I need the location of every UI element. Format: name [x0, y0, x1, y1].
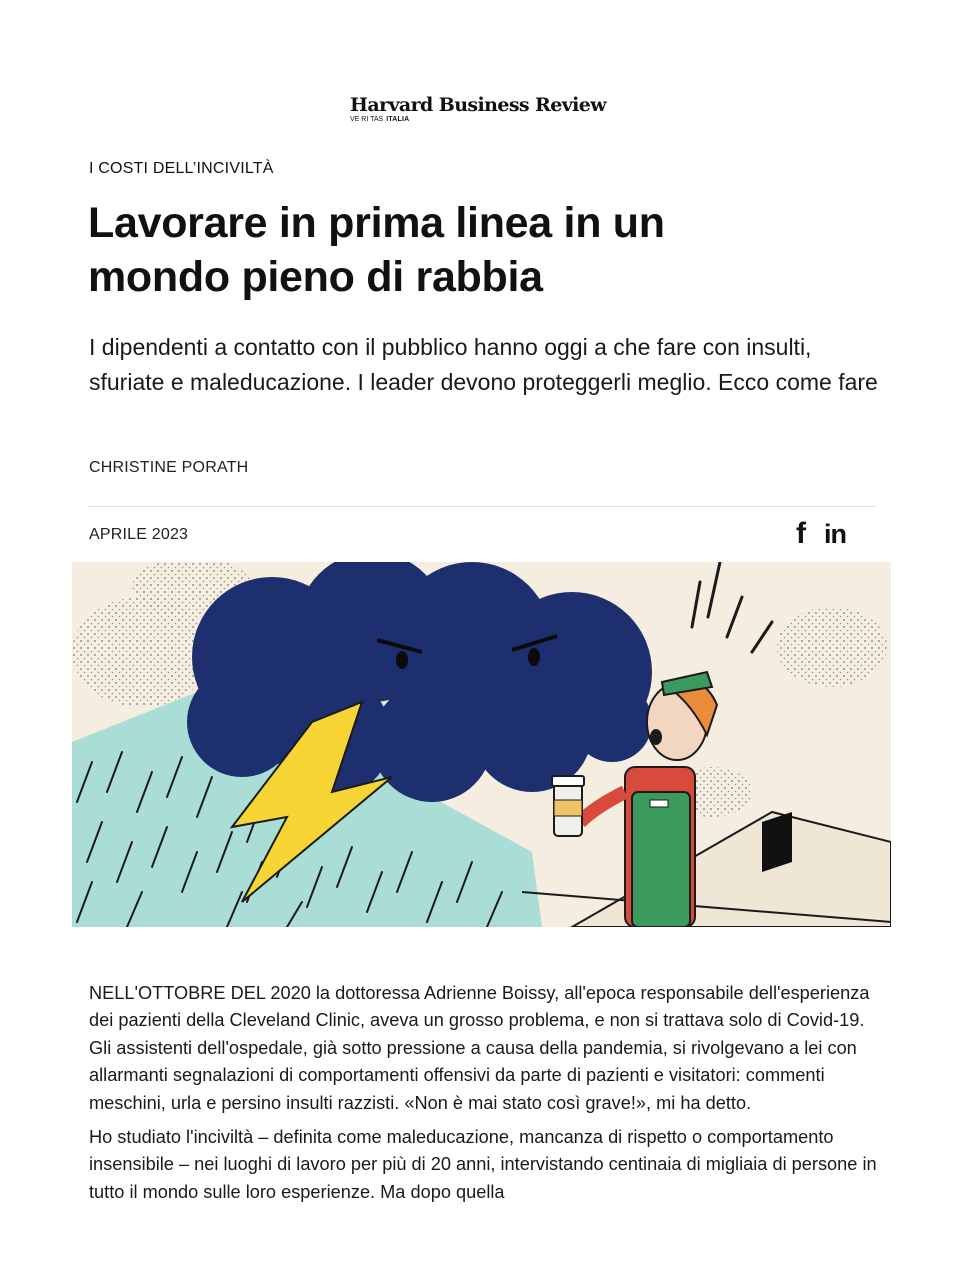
hero-illustration: [72, 562, 891, 927]
brand-name: Harvard Business Review: [350, 94, 607, 116]
article-date: APRILE 2023: [89, 526, 189, 543]
article-author[interactable]: CHRISTINE PORATH: [89, 459, 249, 476]
hbr-logo[interactable]: [350, 94, 620, 124]
body-paragraph: NELL'OTTOBRE DEL 2020 la dottoressa Adrienne Boissy, all'epoca responsabile dell'esperienza dei pazienti della Cleveland Clinic, aveva un grosso problema, e non si trattava solo di Covid-19. Gli assistenti dell'ospedale, già sotto pressione a causa della pandemia, si rivolgevano a lei con allarmanti segnalazioni di comportamenti offensivi da parte di pazienti e visitatori: commenti meschini, urla e persino insulti razzisti. «Non è mai stato così grave!», mi ha detto.: [89, 983, 870, 1113]
article-title: Lavorare in prima linea in un mondo pieno di rabbia: [88, 199, 665, 301]
storm-cloud-illustration: [72, 562, 891, 927]
brand-edition-row: [350, 116, 620, 124]
article-body: [89, 980, 879, 1213]
facebook-icon[interactable]: f: [796, 517, 806, 550]
share-bar: [796, 518, 846, 550]
divider: [88, 506, 875, 507]
linkedin-icon[interactable]: in: [824, 519, 846, 549]
article-kicker[interactable]: I COSTI DELL’INCIVILTÀ: [89, 160, 274, 177]
body-paragraph: Ho studiato l'inciviltà – definita come maleducazione, mancanza di rispetto o comportamento insensibile – nei luoghi di lavoro per più di 20 anni, intervistando centinaia di migliaia di persone in tutto il mondo sulle loro esperienze. Ma dopo quella: [89, 1127, 877, 1202]
article-dek: I dipendenti a contatto con il pubblico hanno oggi a che fare con insulti, sfuriate e maleducazione. I leader devono proteggerli meglio. Ecco come fare: [89, 334, 878, 395]
brand-edition: ITALIA: [386, 116, 410, 123]
veritas-shield-icon: VE RI TAS: [350, 116, 384, 123]
